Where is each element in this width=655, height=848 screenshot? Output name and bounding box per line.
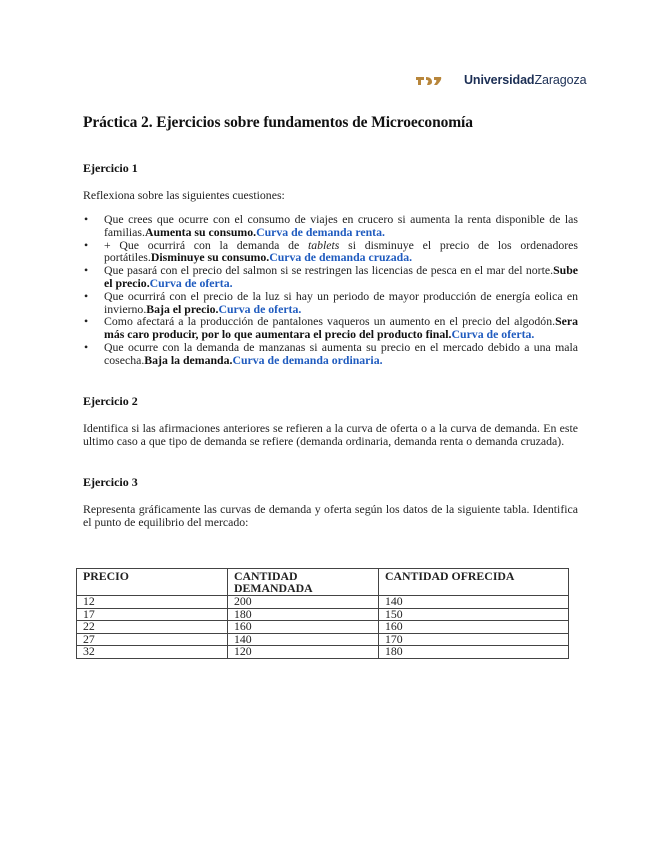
list-item: • Como afectará a la producción de pantalones vaqueros un aumento en el precio del algodón.Sera más caro producir, por lo que aumentara el precio del producto final.Curva de oferta. bbox=[83, 315, 578, 341]
table-cell: 12 bbox=[77, 596, 228, 609]
table-cell: 27 bbox=[77, 633, 228, 646]
table-cell: 200 bbox=[228, 596, 379, 609]
table-cell: 22 bbox=[77, 621, 228, 634]
table-cell: 120 bbox=[228, 646, 379, 659]
table-cell: 140 bbox=[228, 633, 379, 646]
table-row bbox=[77, 621, 569, 634]
column-header: CANTIDAD DEMANDADA bbox=[228, 569, 379, 596]
ejercicio1-heading: Ejercicio 1 bbox=[83, 161, 138, 175]
logo-text bbox=[464, 73, 586, 87]
logo-city: Zaragoza bbox=[534, 73, 587, 87]
ejercicio1-list bbox=[83, 213, 578, 367]
table-cell: 160 bbox=[228, 621, 379, 634]
table-cell: 32 bbox=[77, 646, 228, 659]
page-title: Práctica 2. Ejercicios sobre fundamentos de Microeconomía bbox=[83, 114, 473, 131]
list-item: • + Que ocurrirá con la demanda de tablets si disminuye el precio de los ordenadores portátiles.Disminuye su consumo.Curva de demanda cruzada. bbox=[83, 239, 578, 265]
ejercicio1-intro: Reflexiona sobre las siguientes cuestiones: bbox=[83, 188, 285, 202]
ejercicio3-text: Representa gráficamente las curvas de demanda y oferta según los datos de la siguiente tabla. Identifica el punto de equilibrio del mercado: bbox=[83, 501, 578, 529]
ejercicio2-text: Identifica si las afirmaciones anteriores se refieren a la curva de oferta o a la curva de demanda. En este ultimo caso a que tipo de demanda se refiere (demanda ordinaria, demanda renta o demanda cruzada). bbox=[83, 420, 578, 448]
ejercicio2-heading: Ejercicio 2 bbox=[83, 393, 138, 408]
price-quantity-table bbox=[76, 568, 569, 659]
table-row bbox=[77, 646, 569, 659]
table-row bbox=[77, 608, 569, 621]
list-item: • Que pasará con el precio del salmon si se restringen las licencias de pesca en el mar del norte.Sube el precio.Curva de oferta. bbox=[83, 264, 578, 290]
table-row bbox=[77, 596, 569, 609]
table-cell: 160 bbox=[379, 621, 569, 634]
list-item: • Que ocurre con la demanda de manzanas si aumenta su precio en el mercado debido a una mala cosecha.Baja la demanda.Curva de demanda ordinaria. bbox=[83, 341, 578, 367]
ejercicio3-heading: Ejercicio 3 bbox=[83, 474, 138, 489]
table-row bbox=[77, 633, 569, 646]
column-header: PRECIO bbox=[77, 569, 228, 596]
table-cell: 150 bbox=[379, 608, 569, 621]
table-cell: 17 bbox=[77, 608, 228, 621]
logo-brand: Universidad bbox=[464, 73, 535, 87]
column-header: CANTIDAD OFRECIDA bbox=[379, 569, 569, 596]
table-cell: 180 bbox=[379, 646, 569, 659]
table-cell: 140 bbox=[379, 596, 569, 609]
logo-emblem-icon bbox=[415, 74, 443, 86]
table-header-row bbox=[77, 569, 569, 596]
list-item: • Que ocurrirá con el precio de la luz si hay un periodo de mayor producción de energía eolica en invierno.Baja el precio.Curva de oferta. bbox=[83, 290, 578, 316]
table-cell: 170 bbox=[379, 633, 569, 646]
table-cell: 180 bbox=[228, 608, 379, 621]
list-item: • Que crees que ocurre con el consumo de viajes en crucero si aumenta la renta disponible de las familias.Aumenta su consumo.Curva de demanda renta. bbox=[83, 213, 578, 239]
university-logo bbox=[415, 73, 586, 87]
